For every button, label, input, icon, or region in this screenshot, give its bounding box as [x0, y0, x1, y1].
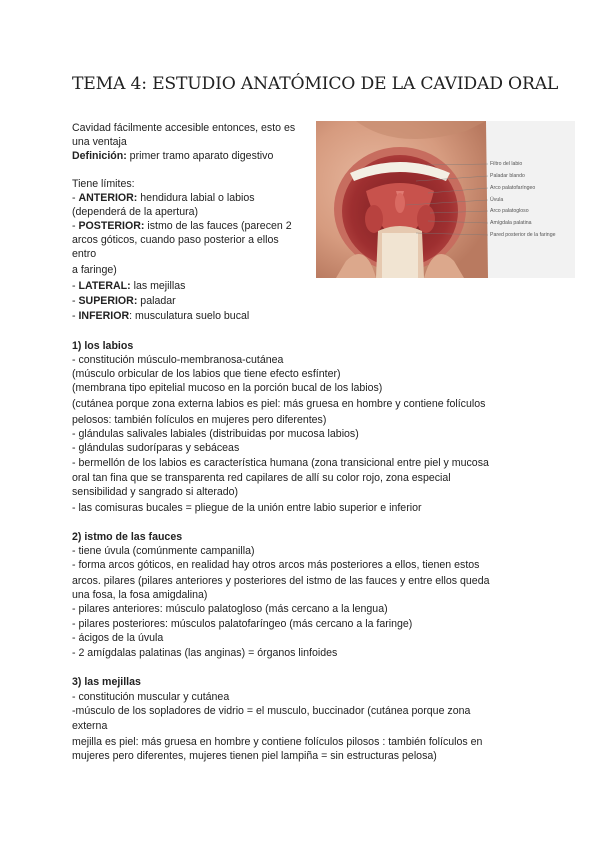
section-line: externa [72, 720, 108, 732]
section-line: -músculo de los sopladores de vidrio = el musculo, buccinador (cutánea porque zona [72, 705, 471, 717]
bullet-dash: - [72, 280, 79, 292]
anterior-label: ANTERIOR: [78, 192, 138, 204]
posterior-text: istmo de las fauces (parecen 2 [144, 220, 292, 232]
section-line: (membrana tipo epitelial mucoso en la porción bucal de los labios) [72, 382, 383, 394]
section-line: - constitución músculo-membranosa-cutánea [72, 354, 284, 366]
section-line: - glándulas sudoríparas y sebáceas [72, 442, 240, 454]
section-line: oral tan fina que se transparenta red capilares de allí su color rojo, zona especial [72, 472, 451, 484]
section-line: - las comisuras bucales = pliegue de la unión entre labio superior e inferior [72, 502, 422, 514]
limit-lateral [72, 279, 185, 293]
definition-line [72, 149, 273, 163]
section-line: - pilares anteriores: músculo palatogloso (más cercano a la lengua) [72, 603, 388, 615]
section-line: sensibilidad y sangrado si alterado) [72, 486, 239, 498]
anterior-note: (dependerá de la apertura) [72, 206, 199, 218]
intro-line-1: Cavidad fácilmente accesible entonces, esto es [72, 122, 296, 134]
oral-cavity-figure [316, 121, 575, 278]
section-heading: 2) istmo de las fauces [72, 531, 183, 543]
section-line: - pilares posteriores: músculos palatofaríngeo (más cercano a la faringe) [72, 618, 413, 630]
section-line: (cutánea porque zona externa labios es piel: más gruesa en hombre y contiene folículos [72, 398, 486, 410]
section-line: - glándulas salivales labiales (distribuidas por mucosa labios) [72, 428, 359, 440]
inferior-label: INFERIOR [78, 310, 130, 322]
page-title: TEMA 4: ESTUDIO ANATÓMICO DE LA CAVIDAD ORAL [72, 74, 559, 94]
limit-anterior [72, 191, 255, 205]
section-heading: 3) las mejillas [72, 676, 141, 688]
posterior-line-3: entro [72, 248, 97, 260]
bullet-dash: - [72, 295, 79, 307]
definition-text: primer tramo aparato digestivo [126, 150, 274, 162]
figure-label: Filtro del labio [490, 161, 523, 167]
bullet-dash: - [72, 310, 79, 322]
lateral-text: las mejillas [130, 280, 186, 292]
posterior-line-4: a faringe) [72, 264, 117, 276]
section-line: mejilla es piel: más gruesa en hombre y contiene folículos pilosos : también folículos en [72, 736, 483, 748]
section-line: (músculo orbicular de los labios que tiene efecto esfínter) [72, 368, 341, 380]
section-line: mujeres pero diferentes, mujeres tienen piel lampiña = sin estructuras pelosa) [72, 750, 437, 762]
intro-line-2: una ventaja [72, 136, 127, 148]
limit-inferior [72, 309, 249, 323]
bullet-dash: - [72, 220, 79, 232]
limit-posterior [72, 219, 292, 233]
limit-superior [72, 294, 176, 308]
figure-label: Paladar blando [490, 173, 525, 179]
section-line: - constitución muscular y cutánea [72, 691, 230, 703]
section-line: - forma arcos góticos, en realidad hay otros arcos más posteriores a ellos, tienen estos [72, 559, 480, 571]
open-mouth-illustration [316, 121, 575, 278]
figure-label: Arco palatogloso [490, 208, 529, 214]
superior-text: paladar [137, 295, 176, 307]
section-line: arcos. pilares (pilares anteriores y posteriores del istmo de las fauces y entre ellos queda [72, 575, 490, 587]
section-heading: 1) los labios [72, 340, 134, 352]
inferior-text: : musculatura suelo bucal [129, 310, 250, 322]
section-line: - 2 amígdalas palatinas (las anginas) = órganos linfoides [72, 647, 338, 659]
definition-label: Definición: [72, 150, 127, 162]
section-line: una fosa, la fosa amigdalina) [72, 589, 208, 601]
lateral-label: LATERAL: [78, 280, 131, 292]
section-line: - tiene úvula (comúnmente campanilla) [72, 545, 255, 557]
figure-label: Arco palatofaríngeo [490, 185, 536, 191]
posterior-label: POSTERIOR: [78, 220, 145, 232]
superior-label: SUPERIOR: [78, 295, 138, 307]
section-line: - bermellón de los labios es característica humana (zona transicional entre piel y mucosa [72, 457, 489, 469]
posterior-line-2: arcos góticos, cuando paso posterior a ellos [72, 234, 279, 246]
figure-label: Pared posterior de la faringe [490, 232, 556, 238]
limits-heading: Tiene límites: [72, 178, 135, 190]
figure-label: Úvula [490, 197, 504, 203]
anterior-text: hendidura labial o labios [137, 192, 255, 204]
bullet-dash: - [72, 192, 79, 204]
section-line: - ácigos de la úvula [72, 632, 164, 644]
section-line: pelosos: también folículos en mujeres pero diferentes) [72, 414, 327, 426]
figure-label: Amígdala palatina [490, 220, 532, 226]
